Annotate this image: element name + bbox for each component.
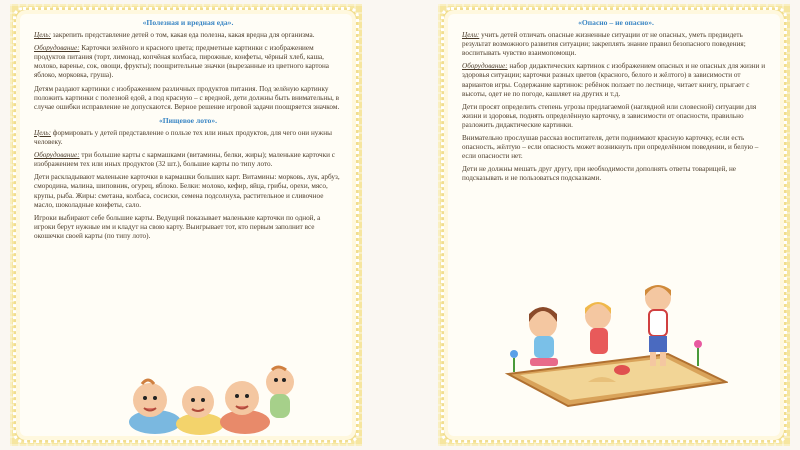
game-title-food-lotto: «Пищевое лото». <box>158 115 218 125</box>
equipment2-text: три большие карты с кармашками (витамины, белки, жиры); маленькие карточки с изображением тех или иных продуктов (32 шт.), большие карты по типу лото. <box>34 151 335 169</box>
game-title-healthy-food: «Полезная и вредная еда». <box>142 18 234 27</box>
rules-paragraph: Детям раздают картинки с изображением различных продуктов питания. Под зелёную картинку положить картинки с полезной едой, а под красную – с вредной, дети должны быть внимательны, в случае ошибки исправление не допускаются. Верное решение игровой задачи поощряется значком. <box>34 84 340 111</box>
goal-paragraph <box>462 31 770 58</box>
task-paragraph: Дети просят определить степень угрозы предлагаемой (наглядной или словесной) ситуации для жизни и здоровья, поднять определённую карточку, в зависимости от опасности, правильно разложить дидактические картинки. <box>462 102 757 129</box>
equipment-label: Оборудование: <box>34 44 80 53</box>
baby-1 <box>129 380 181 434</box>
goal2-label: Цель: <box>34 128 51 137</box>
goal-text: учить детей отличать опасные жизненные ситуации от не опасных, уметь предвидеть результат возможного развития ситуации; закреплять знание правил безопасного поведения; воспитывать чувство взаимопомощи. <box>462 31 746 58</box>
game-title-danger: «Опасно – не опасно». <box>578 18 654 27</box>
cards-rule-paragraph: Внимательно прослушав рассказ воспитателя, дети поднимают красную карточку, если есть опасность, жёлтую – если опасность может возникнуть при определённом поведении, и белую – если опасности нет. <box>462 134 759 161</box>
toy-bucket <box>614 365 630 375</box>
goal-label: Цели: <box>462 31 480 40</box>
left-page <box>10 4 362 446</box>
behaviour-paragraph: Дети не должны мешать друг другу, при необходимости дополнять ответы товарищей, не подсказывать и не пользоваться подсказками. <box>462 165 737 183</box>
goal2-paragraph <box>34 129 342 147</box>
goal-paragraph <box>34 31 342 40</box>
girl-left <box>529 307 558 366</box>
sandbox-children-illustration <box>498 274 728 414</box>
goal2-text: формировать у детей представление о пользе тех или иных продуктов, для чего они нужны человеку. <box>34 128 332 147</box>
crawling-babies-illustration <box>120 364 300 444</box>
goal-label: Цель: <box>34 31 51 40</box>
equipment2-paragraph <box>34 151 342 169</box>
baby-4 <box>266 367 294 418</box>
equipment-paragraph <box>34 44 342 80</box>
players-paragraph: Игроки выбирают себе большие карты. Ведущий показывает маленькие карточки по одной, а игроки берут нужные им и кладут на свою карту. Выигрывает тот, кто первым заполнит все окошечки своей карты (по типу лото). <box>34 213 321 240</box>
equipment-label: Оборудование: <box>462 62 508 71</box>
equipment-paragraph <box>462 62 770 98</box>
right-text <box>462 18 770 188</box>
equipment-text: Карточки зелёного и красного цвета; предметные картинки с изображением продуктов питания (торт, лимонад, копчёная колбаса, пирожные, конфеты, чёрный хлеб, каша, молоко, варенье, сок, овощи, фрукты); поощрительные значки (вырезанные из цветного картона яблоко, морковка, груша). <box>34 44 329 80</box>
baby-2 <box>176 386 224 435</box>
right-page <box>438 4 790 446</box>
equipment2-label: Оборудование: <box>34 151 80 160</box>
equipment-text: набор дидактических картинок с изображением опасных и не опасных для жизни и здоровья ситуации; карточки разных цветов (красного, белого и жёлтого) в зависимости от вариантов игры. Содержание картинок: ребёнок ползает по лестнице, читает книгу, прыгает с высоты, одет не по погоде, кашляет на других и т.д. <box>462 62 766 98</box>
left-text <box>34 18 342 245</box>
goal-text: закрепить представление детей о том, какая еда полезна, какая вредна для организма. <box>51 31 315 40</box>
baby-3 <box>220 381 270 434</box>
cards-paragraph: Дети раскладывают маленькие карточки в кармашки больших карт. Витамины: морковь, лук, арбуз, смородина, малина, шиповник, огурец, яблоко. Белки: молоко, кефир, яйца, грибы, орехи, мясо, крупы, рыба. Жиры: сметана, колбаса, сосиски, семена подсолнуха, растительное и сливочное масло, шоколадные конфеты, сало. <box>34 173 340 209</box>
